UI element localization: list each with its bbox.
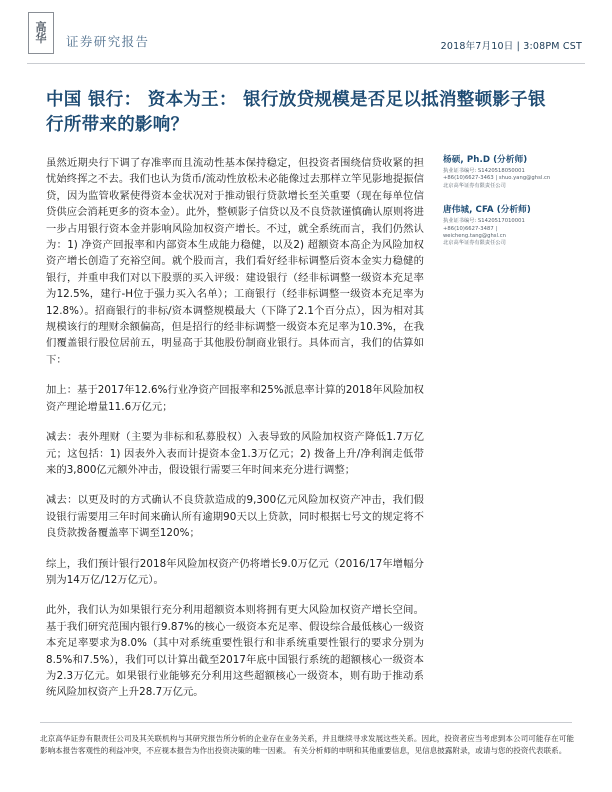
analyst-sidebar [443,153,593,261]
analyst-email[interactable]: weicheng.tang@ghsl.cn [443,233,506,240]
header-divider [27,63,585,64]
footer-divider [40,722,572,723]
analyst-entry [443,153,593,190]
gaohua-logo [28,12,54,54]
logo-char-bottom: 华 [35,31,47,46]
analyst-name: 杨硕, Ph.D (分析师) [443,155,528,165]
analyst-license: 执业证书编号: S1420518050001 [443,168,525,174]
page-title: 中国 银行： 资本为王： 银行放贷规模是否足以抵消整顿影子银行所带来的影响？ [46,89,546,135]
report-type-label: 证券研究报告 [66,34,150,49]
body-paragraph: 虽然近期央行下调了存准率而且流动性基本保持稳定，但投资者围绕信贷收紧的担忧始终挥之不去。我们也认为货币/流动性放松未必能像过去那样立竿见影地提振信贷，因为监管收紧使得资本金状况对于推动银行贷款增长至关重要（现在每单位信贷供应会消耗更多的资本金）。此外，整顿影子信贷以及不良贷款谨慎确认原则将进一步占用银行资本金并影响风险加权资产增长。不过，就全系统而言，我们仍然认为：1) 净资产回报率和内部资本生成能力稳健，以及2) 超额资本高企为风险加权资产增长创造了充裕空间。就个股而言，我们看好经非标调整后资本金实力稳健的银行，并重申我们对以下股票的买入评级：建设银行（经非标调整一级资本充足率为12.5%，建行-H位于强力买入名单）；工商银行（经非标调整一级资本充足率为12.8%）。招商银行的非标/资本调整规模最大（下降了2.1个百分点），因为相对其规模该行的理财余额偏高，但是招行的经非标调整一级资本充足率为10.3%，在我们覆盖银行股位居前五，明显高于其他股份制商业银行。具体而言，我们的估算如下： [46,157,424,366]
analyst-firm: 北京高华证券有限责任公司 [443,182,506,189]
analyst-contact[interactable]: +86(10)6627-3463 | shuo.yang@ghsl.cn [443,175,551,182]
footer-disclaimer: 北京高华证券有限责任公司及其关联机构与其研究报告所分析的企业存在业务关系，并且继续寻求发展这些关系。因此，投资者应当考虑到本公司可能存在可能影响本报告客观性的利益冲突，不应视本报告为作出投资决策的唯一因素。 有关分析师的申明和其他重要信息，见信息披露附录，或请与您的投资代表联系。 [40,734,574,755]
logo-char-top: 高 [35,20,47,35]
analyst-license: 执业证书编号: S1420517010001 [443,218,525,225]
article-body [46,155,424,701]
report-date: 2018年7月10日 | 3:08PM CST [440,41,582,52]
analyst-firm: 北京高华证券有限责任公司 [443,240,506,247]
body-paragraph: 此外，我们认为如果银行充分利用超额资本则将拥有更大风险加权资产增长空间。基于我们研究范围内银行9.87%的核心一级资本充足率、假设综合最低核心一级资本充足率要求为8.0%（其中对系统重要性银行和非系统重要性银行的要求分别为8.5%和7.5%），我们可以计算出截至2017年底中国银行系统的超额核心一级资本为2.3万亿元。如果银行业能够充分利用这些超额核心一级资本，则有助于推动系统风险加权资产上升28.7万亿元。 [46,604,424,699]
analyst-contact[interactable]: +86(10)6627-3487 | [443,225,498,232]
body-paragraph: 减去：以更及时的方式确认不良贷款造成的9,300亿元风险加权资产冲击，我们假设银行需要用三年时间来确认所有逾期90天以上贷款，同时根据七号文的规定将不良贷款拨备覆盖率下调至120%； [46,494,424,540]
body-paragraph: 综上，我们预计银行2018年风险加权资产仍将增长9.0万亿元（2016/17年增幅分别为14万亿/12万亿元）。 [46,557,424,586]
body-paragraph: 加上：基于2017年12.6%行业净资产回报率和25%派息率计算的2018年风险加权资产理论增量11.6万亿元； [46,384,424,413]
page-header [0,0,612,66]
analyst-name: 唐伟城, CFA (分析师) [443,205,531,216]
analyst-entry [443,203,593,248]
body-paragraph: 减去：表外理财（主要为非标和私募股权）入表导致的风险加权资产降低1.7万亿元；这包括：1) 因表外入表而计提资本金1.3万亿元；2) 拨备上升/净利润走低带来的3,800亿元额外冲击，假设银行需要三年时间来充分进行调整； [46,431,424,476]
